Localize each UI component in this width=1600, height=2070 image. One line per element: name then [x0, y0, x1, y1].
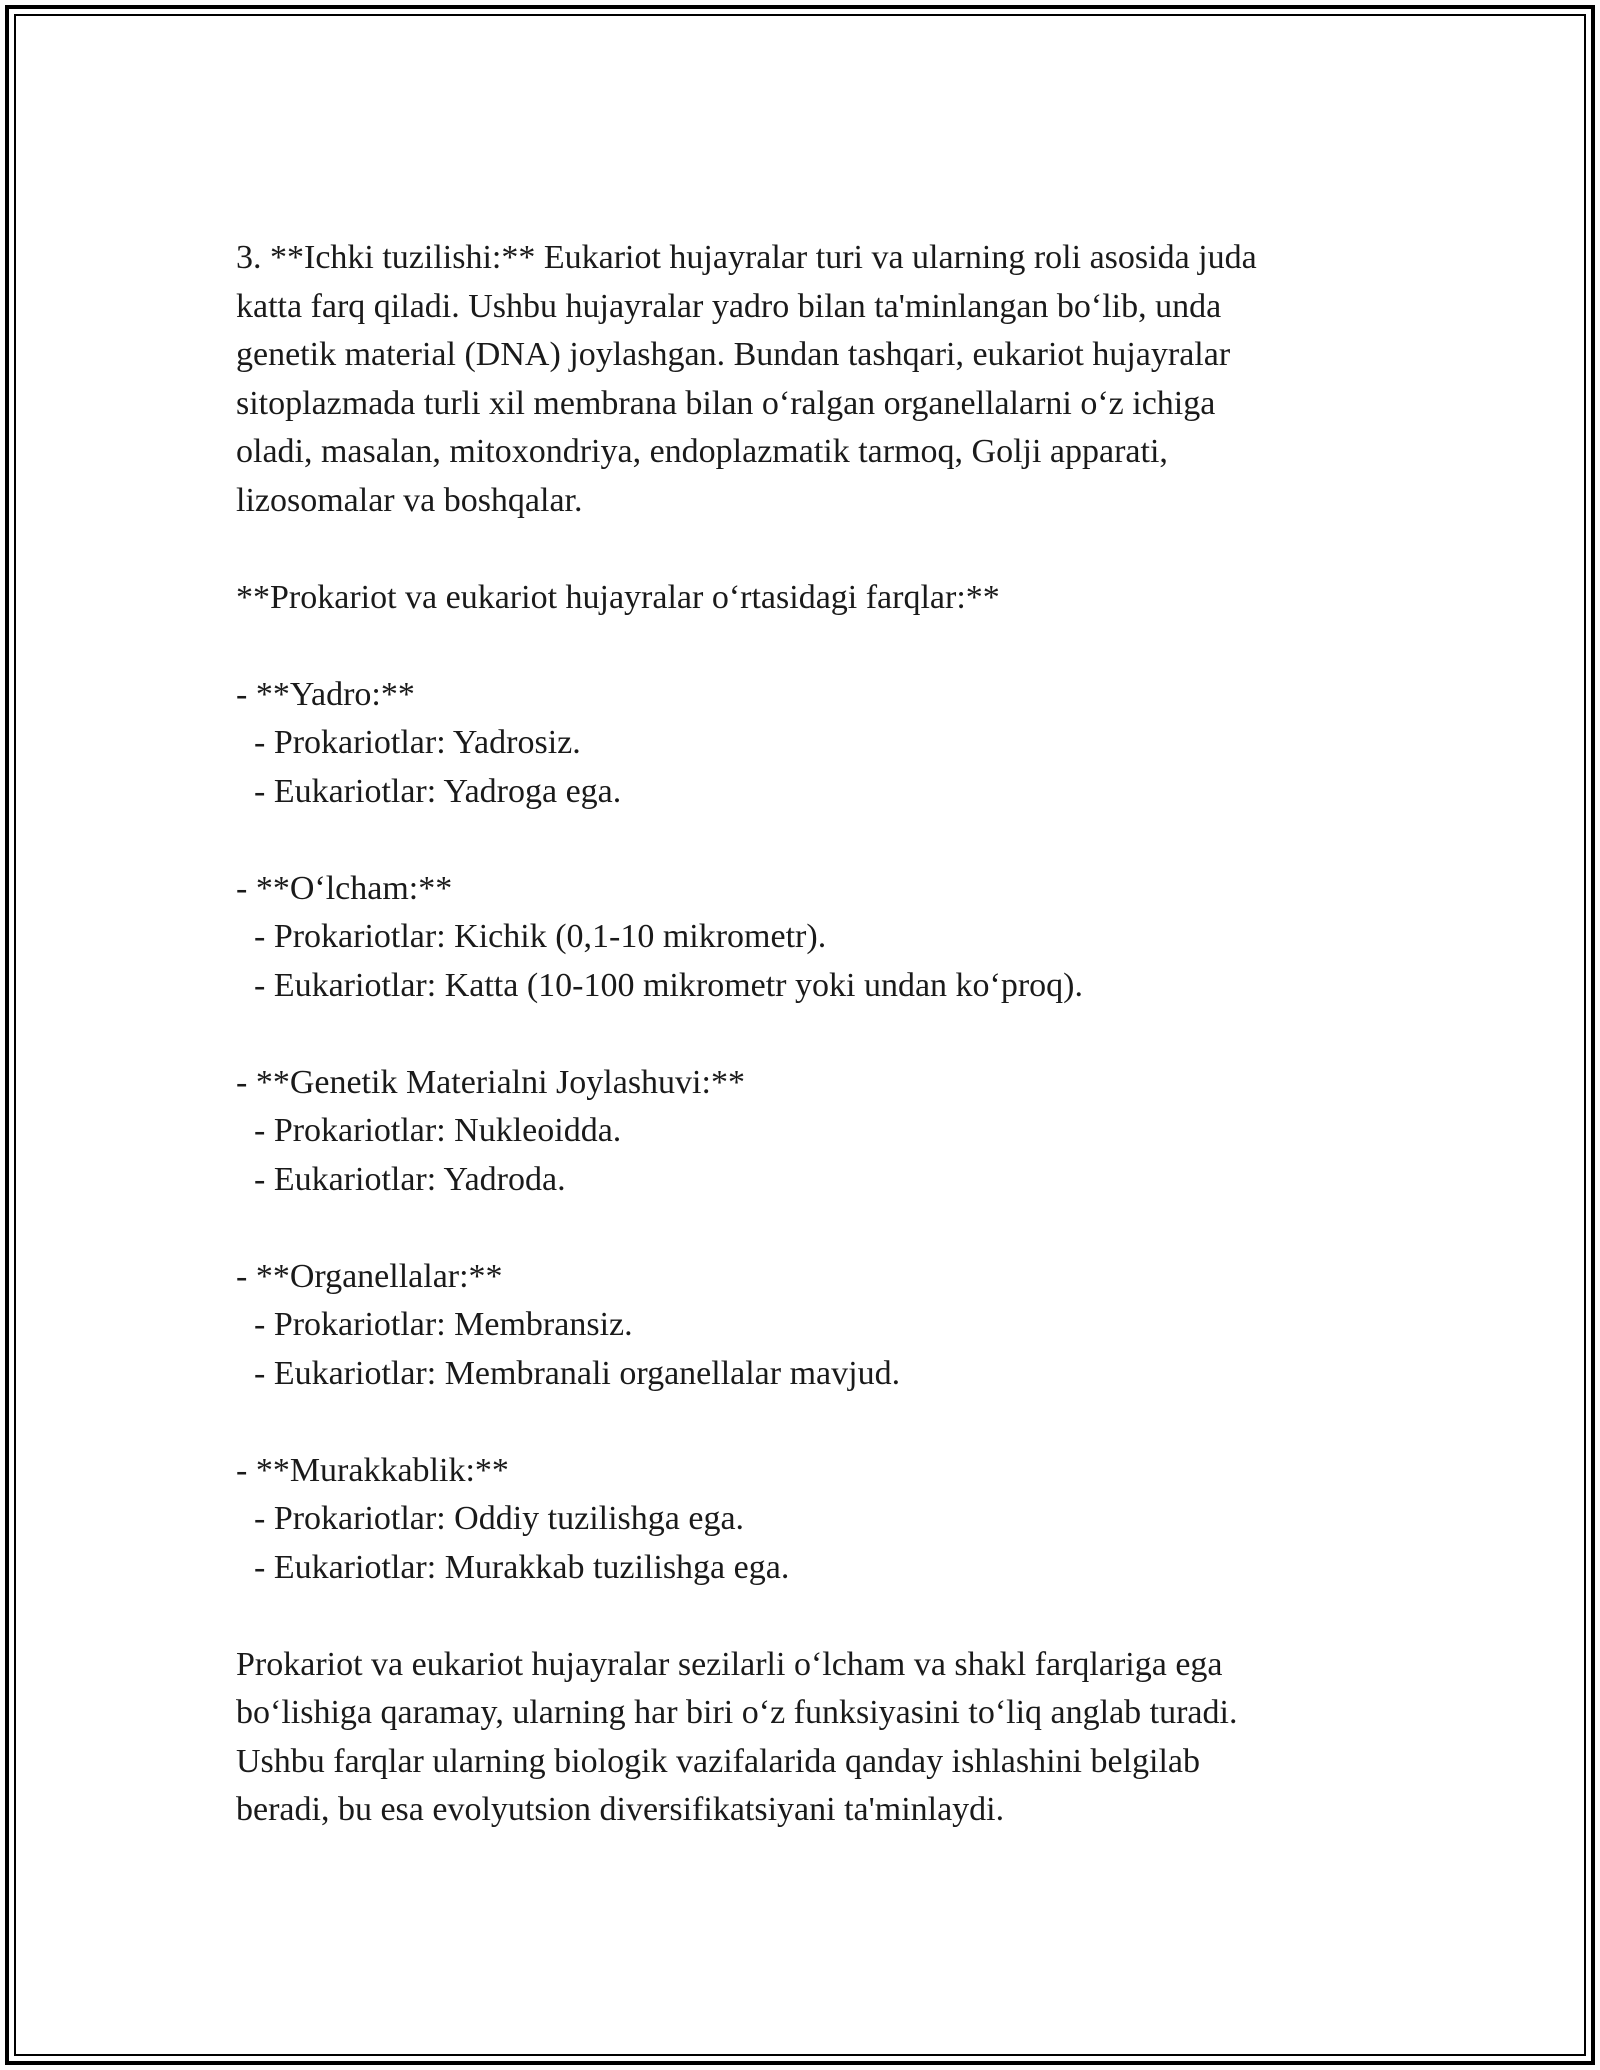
text-line: Prokariot va eukariot hujayralar sezilarli o‘lcham va shakl farqlariga ega [236, 1645, 1223, 1683]
text-line: katta farq qiladi. Ushbu hujayralar yadro bilan ta'minlangan bo‘lib, unda [236, 287, 1222, 325]
prokaryote-line: - Prokariotlar: Kichik (0,1-10 mikrometr). [254, 918, 827, 955]
item-title: - **Murakkablik:** [236, 1451, 509, 1489]
item-title: - **O‘lcham:** [236, 869, 453, 907]
eukaryote-line: - Eukariotlar: Yadroga ega. [254, 772, 622, 810]
text-line: oladi, masalan, mitoxondriya, endoplazmatik tarmoq, Golji apparati, [236, 433, 1168, 470]
comparison-item [236, 671, 1386, 817]
text-line: beradi, bu esa evolyutsion diversifikatsiyani ta'minlaydi. [236, 1791, 1005, 1828]
conclusion-paragraph [236, 1641, 1386, 1835]
text-line: sitoplazmada turli xil membrana bilan o‘ralgan organellalarni o‘z ichiga [236, 384, 1216, 422]
item-title: - **Genetik Materialni Joylashuvi:** [236, 1063, 745, 1101]
text-line: bo‘lishiga qaramay, ularning har biri o‘z funksiyasini to‘liq anglab turadi. [236, 1694, 1238, 1731]
text-line: 3. **Ichki tuzilishi:** Eukariot hujayralar turi va ularning roli asosida juda [236, 239, 1257, 276]
prokaryote-line: - Prokariotlar: Oddiy tuzilishga ega. [254, 1500, 745, 1537]
comparison-item [236, 1253, 1386, 1399]
text-line: genetik material (DNA) joylashgan. Bundan tashqari, eukariot hujayralar [236, 336, 1231, 373]
item-title: - **Organellalar:** [236, 1257, 503, 1295]
eukaryote-line: - Eukariotlar: Katta (10-100 mikrometr yoki undan ko‘proq). [254, 966, 1083, 1004]
intro-paragraph [236, 234, 1386, 525]
prokaryote-line: - Prokariotlar: Nukleoidda. [254, 1112, 622, 1149]
eukaryote-line: - Eukariotlar: Yadroda. [254, 1160, 566, 1198]
comparison-item [236, 1059, 1386, 1205]
eukaryote-line: - Eukariotlar: Membranali organellalar mavjud. [254, 1354, 901, 1392]
text-line: lizosomalar va boshqalar. [236, 481, 583, 519]
comparison-item [236, 1447, 1386, 1593]
prokaryote-line: - Prokariotlar: Yadrosiz. [254, 724, 581, 761]
prokaryote-line: - Prokariotlar: Membransiz. [254, 1306, 633, 1343]
eukaryote-line: - Eukariotlar: Murakkab tuzilishga ega. [254, 1548, 790, 1586]
item-title: - **Yadro:** [236, 675, 415, 713]
document-body [236, 234, 1386, 1835]
section-heading: **Prokariot va eukariot hujayralar o‘rtasidagi farqlar:** [236, 578, 1000, 616]
text-line: Ushbu farqlar ularning biologik vazifalarida qanday ishlashini belgilab [236, 1742, 1201, 1780]
comparison-item [236, 865, 1386, 1011]
